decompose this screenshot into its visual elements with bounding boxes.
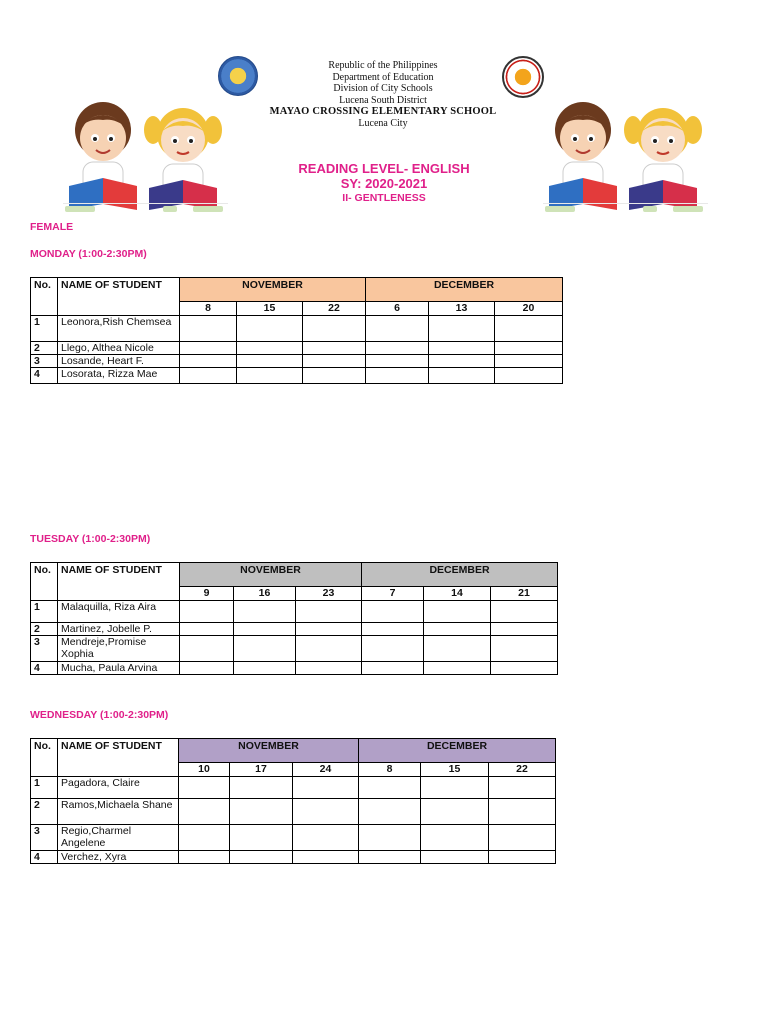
- student-no: 1: [31, 601, 58, 623]
- attendance-cell[interactable]: [234, 623, 296, 636]
- table-row: [31, 601, 558, 623]
- attendance-cell[interactable]: [230, 799, 293, 825]
- attendance-cell[interactable]: [366, 355, 429, 368]
- student-no: 4: [31, 851, 58, 864]
- attendance-cell[interactable]: [180, 316, 237, 342]
- illustration-footer-strip: [63, 203, 228, 216]
- attendance-cell[interactable]: [359, 851, 421, 864]
- date-header: 8: [180, 302, 237, 316]
- attendance-cell[interactable]: [424, 662, 491, 675]
- attendance-cell[interactable]: [362, 636, 424, 662]
- section-name: II- GENTLENESS: [342, 192, 426, 204]
- attendance-cell[interactable]: [366, 342, 429, 355]
- document-title: READING LEVEL- ENGLISH: [298, 161, 470, 176]
- student-name: Mendreje,Promise Xophia: [58, 636, 180, 662]
- student-name: Losorata, Rizza Mae: [58, 368, 180, 384]
- attendance-cell[interactable]: [179, 799, 230, 825]
- attendance-cell[interactable]: [359, 777, 421, 799]
- attendance-cell[interactable]: [495, 316, 563, 342]
- student-no: 2: [31, 342, 58, 355]
- student-no: 3: [31, 636, 58, 662]
- letterhead-line: Division of City Schools: [333, 83, 433, 94]
- attendance-cell[interactable]: [303, 355, 366, 368]
- month-header: DECEMBER: [359, 739, 556, 763]
- student-name: Malaquilla, Riza Aira: [58, 601, 180, 623]
- attendance-cell[interactable]: [180, 368, 237, 384]
- column-header-no: No.: [31, 563, 58, 601]
- attendance-cell[interactable]: [293, 799, 359, 825]
- attendance-cell[interactable]: [424, 636, 491, 662]
- table-row: [31, 662, 558, 675]
- attendance-cell[interactable]: [237, 368, 303, 384]
- attendance-cell[interactable]: [180, 623, 234, 636]
- attendance-cell[interactable]: [180, 601, 234, 623]
- attendance-table-tuesday: [30, 562, 558, 675]
- date-header: 8: [359, 763, 421, 777]
- attendance-cell[interactable]: [293, 825, 359, 851]
- student-name: Martinez, Jobelle P.: [58, 623, 180, 636]
- attendance-cell[interactable]: [495, 342, 563, 355]
- attendance-cell[interactable]: [303, 316, 366, 342]
- table-row: [31, 316, 563, 342]
- table-row: [31, 355, 563, 368]
- schedule-day-label: WEDNESDAY (1:00-2:30PM): [30, 709, 169, 721]
- attendance-cell[interactable]: [489, 825, 556, 851]
- date-header: 24: [293, 763, 359, 777]
- attendance-cell[interactable]: [495, 355, 563, 368]
- attendance-cell[interactable]: [230, 851, 293, 864]
- table-row: [31, 799, 556, 825]
- student-no: 4: [31, 368, 58, 384]
- table-row: [31, 851, 556, 864]
- attendance-cell[interactable]: [359, 825, 421, 851]
- attendance-cell[interactable]: [491, 636, 558, 662]
- attendance-cell[interactable]: [296, 601, 362, 623]
- attendance-cell[interactable]: [366, 368, 429, 384]
- date-header: 16: [234, 587, 296, 601]
- attendance-cell[interactable]: [296, 636, 362, 662]
- date-header: 23: [296, 587, 362, 601]
- attendance-cell[interactable]: [230, 825, 293, 851]
- column-header-name: NAME OF STUDENT: [58, 563, 180, 601]
- attendance-cell[interactable]: [362, 601, 424, 623]
- student-name: Verchez, Xyra: [58, 851, 179, 864]
- date-header: 21: [491, 587, 558, 601]
- letterhead-line: Republic of the Philippines: [328, 60, 438, 71]
- attendance-cell[interactable]: [293, 777, 359, 799]
- student-name: Leonora,Rish Chemsea: [58, 316, 180, 342]
- attendance-cell[interactable]: [303, 368, 366, 384]
- student-name: Regio,Charmel Angelene: [58, 825, 179, 851]
- attendance-cell[interactable]: [179, 851, 230, 864]
- month-header: NOVEMBER: [179, 739, 359, 763]
- schedule-day-label: MONDAY (1:00-2:30PM): [30, 248, 147, 260]
- column-header-no: No.: [31, 278, 58, 316]
- attendance-cell[interactable]: [180, 342, 237, 355]
- attendance-cell[interactable]: [489, 851, 556, 864]
- attendance-cell[interactable]: [429, 342, 495, 355]
- attendance-cell[interactable]: [362, 662, 424, 675]
- attendance-cell[interactable]: [429, 368, 495, 384]
- attendance-cell[interactable]: [421, 777, 489, 799]
- attendance-cell[interactable]: [489, 777, 556, 799]
- date-header: 22: [303, 302, 366, 316]
- attendance-cell[interactable]: [424, 623, 491, 636]
- attendance-cell[interactable]: [359, 799, 421, 825]
- date-header: 14: [424, 587, 491, 601]
- student-name: Pagadora, Claire: [58, 777, 179, 799]
- attendance-cell[interactable]: [296, 623, 362, 636]
- attendance-cell[interactable]: [293, 851, 359, 864]
- attendance-cell[interactable]: [179, 825, 230, 851]
- attendance-cell[interactable]: [429, 355, 495, 368]
- schedule-day-label: TUESDAY (1:00-2:30PM): [30, 533, 151, 545]
- letterhead-line: Department of Education: [332, 71, 434, 83]
- attendance-cell[interactable]: [429, 316, 495, 342]
- attendance-cell[interactable]: [296, 662, 362, 675]
- attendance-cell[interactable]: [489, 799, 556, 825]
- attendance-cell[interactable]: [491, 662, 558, 675]
- date-header: 7: [362, 587, 424, 601]
- table-row: [31, 368, 563, 384]
- column-header-no: No.: [31, 739, 58, 777]
- attendance-cell[interactable]: [234, 601, 296, 623]
- student-name: Losande, Heart F.: [58, 355, 180, 368]
- attendance-cell[interactable]: [366, 316, 429, 342]
- month-header: DECEMBER: [366, 278, 563, 302]
- division-seal-icon: [502, 56, 544, 98]
- gender-label: FEMALE: [30, 221, 74, 233]
- date-header: 13: [429, 302, 495, 316]
- attendance-cell[interactable]: [421, 825, 489, 851]
- table-row: [31, 342, 563, 355]
- date-header: 15: [237, 302, 303, 316]
- table-row: [31, 636, 558, 662]
- attendance-cell[interactable]: [491, 623, 558, 636]
- date-header: 22: [489, 763, 556, 777]
- date-header: 20: [495, 302, 563, 316]
- attendance-cell[interactable]: [237, 316, 303, 342]
- student-no: 3: [31, 825, 58, 851]
- attendance-cell[interactable]: [179, 777, 230, 799]
- attendance-cell[interactable]: [230, 777, 293, 799]
- illustration-footer-strip: [543, 203, 708, 216]
- student-no: 4: [31, 662, 58, 675]
- attendance-cell[interactable]: [234, 662, 296, 675]
- attendance-cell[interactable]: [424, 601, 491, 623]
- student-no: 2: [31, 799, 58, 825]
- month-header: DECEMBER: [362, 563, 558, 587]
- table-row: [31, 825, 556, 851]
- deped-school-seal-icon: [218, 56, 258, 96]
- attendance-cell[interactable]: [495, 368, 563, 384]
- attendance-cell[interactable]: [421, 851, 489, 864]
- date-header: 15: [421, 763, 489, 777]
- month-header: NOVEMBER: [180, 278, 366, 302]
- attendance-cell[interactable]: [237, 355, 303, 368]
- attendance-cell[interactable]: [180, 662, 234, 675]
- date-header: 6: [366, 302, 429, 316]
- table-row: [31, 623, 558, 636]
- student-name: Ramos,Michaela Shane: [58, 799, 179, 825]
- date-header: 9: [180, 587, 234, 601]
- attendance-cell[interactable]: [180, 636, 234, 662]
- student-no: 2: [31, 623, 58, 636]
- date-header: 10: [179, 763, 230, 777]
- column-header-name: NAME OF STUDENT: [58, 278, 180, 316]
- attendance-cell[interactable]: [303, 342, 366, 355]
- attendance-cell[interactable]: [237, 342, 303, 355]
- letterhead-line: Lucena South District: [339, 94, 427, 106]
- month-header: NOVEMBER: [180, 563, 362, 587]
- letterhead: [258, 60, 508, 129]
- attendance-cell[interactable]: [234, 636, 296, 662]
- attendance-table-monday: [30, 277, 563, 384]
- student-no: 3: [31, 355, 58, 368]
- attendance-table-wednesday: [30, 738, 556, 864]
- attendance-cell[interactable]: [180, 355, 237, 368]
- student-no: 1: [31, 777, 58, 799]
- student-no: 1: [31, 316, 58, 342]
- table-row: [31, 777, 556, 799]
- date-header: 17: [230, 763, 293, 777]
- column-header-name: NAME OF STUDENT: [58, 739, 179, 777]
- school-year: SY: 2020-2021: [340, 176, 428, 191]
- school-city: Lucena City: [358, 117, 408, 129]
- attendance-cell[interactable]: [362, 623, 424, 636]
- attendance-cell[interactable]: [491, 601, 558, 623]
- student-name: Mucha, Paula Arvina: [58, 662, 180, 675]
- attendance-cell[interactable]: [421, 799, 489, 825]
- school-name: MAYAO CROSSING ELEMENTARY SCHOOL: [269, 106, 497, 117]
- student-name: Llego, Althea Nicole: [58, 342, 180, 355]
